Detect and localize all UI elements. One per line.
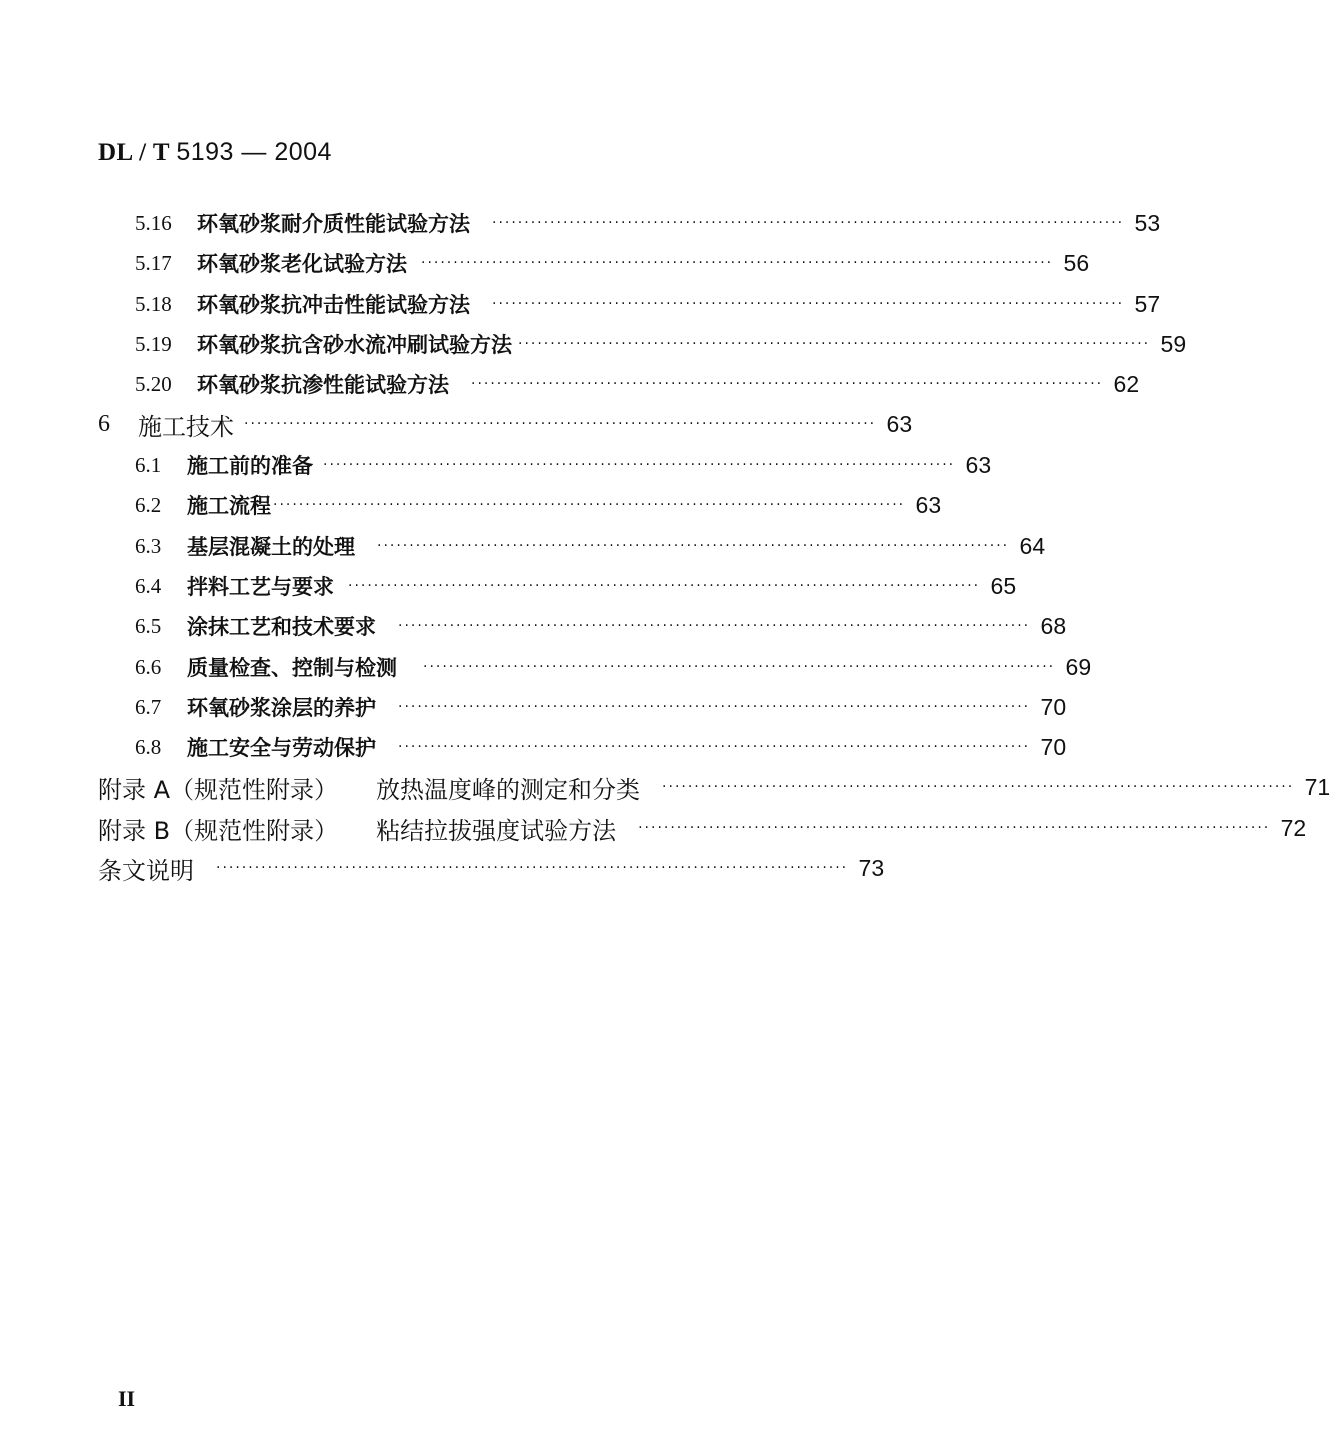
toc-leader: ·································································································· xyxy=(398,618,1031,634)
toc-page: 56 xyxy=(1063,249,1090,276)
toc-leader: ·································································································· xyxy=(662,779,1295,795)
toc-number: 5.18 xyxy=(135,291,172,316)
toc-title: 环氧砂浆耐介质性能试验方法 xyxy=(197,212,470,236)
toc-entry[interactable] xyxy=(135,687,1067,727)
appendix-label: 附录 A xyxy=(98,775,171,804)
toc-title: 环氧砂浆老化试验方法 xyxy=(197,252,407,276)
page-header xyxy=(98,138,332,167)
toc-page: 65 xyxy=(990,572,1017,599)
toc-page: 64 xyxy=(1019,532,1046,559)
toc-page: 70 xyxy=(1040,733,1067,760)
toc-entry[interactable] xyxy=(135,445,992,485)
toc-title: 拌料工艺与要求 xyxy=(187,575,334,599)
toc-number: 5.16 xyxy=(135,210,172,235)
toc-appendix-entry[interactable] xyxy=(98,767,1330,807)
toc-number: 5.19 xyxy=(135,331,172,356)
toc-page: 69 xyxy=(1065,653,1092,680)
toc-number: 6.1 xyxy=(135,452,162,477)
toc-title: 环氧砂浆抗含砂水流冲刷试验方法 xyxy=(197,333,512,357)
toc-page: 73 xyxy=(858,854,885,881)
toc-number: 6.2 xyxy=(135,492,162,517)
toc-leader: ·································································································· xyxy=(638,820,1271,836)
toc-leader: ·································································································· xyxy=(398,739,1031,755)
toc-entry[interactable] xyxy=(135,243,1090,283)
toc-leader: ·································································································· xyxy=(377,538,1010,554)
appendix-type: （规范性附录） xyxy=(170,816,339,845)
toc-page: 53 xyxy=(1134,209,1161,236)
toc-title: 涂抹工艺和技术要求 xyxy=(187,615,376,639)
appendix-type: （规范性附录） xyxy=(170,775,339,804)
toc-leader: ·································································································· xyxy=(471,376,1104,392)
toc-chapter-entry[interactable] xyxy=(98,404,913,444)
toc-leader: ·································································································· xyxy=(421,255,1054,271)
toc-title: 条文说明 xyxy=(98,856,194,885)
page-number-roman: II xyxy=(118,1386,136,1411)
appendix-label: 附录 B xyxy=(98,816,171,845)
toc-number: 5.20 xyxy=(135,371,172,396)
toc-number: 6.6 xyxy=(135,654,162,679)
toc-page: 71 xyxy=(1304,773,1330,800)
toc-leader: ·································································································· xyxy=(273,497,906,513)
toc-title: 施工技术 xyxy=(138,412,234,441)
toc-entry[interactable] xyxy=(135,364,1140,404)
toc-title: 质量检查、控制与检测 xyxy=(187,656,397,680)
toc-entry[interactable] xyxy=(135,485,942,525)
toc-appendix-entry[interactable] xyxy=(98,808,1307,848)
toc-page: 62 xyxy=(1113,370,1140,397)
toc-leader: ·································································································· xyxy=(216,860,849,876)
toc-entry[interactable] xyxy=(135,203,1161,243)
toc-entry[interactable] xyxy=(135,324,1187,364)
toc-entry[interactable] xyxy=(135,566,1017,606)
standard-number: 5193 — 2004 xyxy=(176,138,332,166)
toc-title: 放热温度峰的测定和分类 xyxy=(376,775,641,804)
toc-leader: ·································································································· xyxy=(323,457,956,473)
toc-title: 基层混凝土的处理 xyxy=(187,535,355,559)
toc-leader: ·································································································· xyxy=(348,578,981,594)
toc-title: 环氧砂浆涂层的养护 xyxy=(187,696,376,720)
toc-title: 粘结拉拔强度试验方法 xyxy=(376,816,617,845)
toc-number: 6.4 xyxy=(135,573,162,598)
toc-page: 63 xyxy=(965,451,992,478)
toc-leader: ·································································································· xyxy=(244,416,877,432)
toc-number: 6 xyxy=(98,410,110,437)
toc-page: 70 xyxy=(1040,693,1067,720)
toc-entry[interactable] xyxy=(135,727,1067,767)
toc-title: 环氧砂浆抗渗性能试验方法 xyxy=(197,373,449,397)
toc-page: 72 xyxy=(1280,814,1307,841)
toc-title: 施工前的准备 xyxy=(187,454,313,478)
toc-entry[interactable] xyxy=(135,647,1092,687)
toc-leader: ·································································································· xyxy=(492,296,1125,312)
toc-page: 57 xyxy=(1134,290,1161,317)
standard-code: DL / T xyxy=(98,139,170,166)
toc-leader: ·································································································· xyxy=(398,699,1031,715)
toc-leader: ·································································································· xyxy=(518,336,1151,352)
toc-entry[interactable] xyxy=(135,606,1067,646)
toc-page: 68 xyxy=(1040,612,1067,639)
toc-title: 环氧砂浆抗冲击性能试验方法 xyxy=(197,293,470,317)
toc-page: 59 xyxy=(1160,330,1187,357)
toc-entry[interactable] xyxy=(135,284,1161,324)
toc-title: 施工安全与劳动保护 xyxy=(187,736,376,760)
toc-title: 施工流程 xyxy=(187,494,271,518)
toc-entry[interactable] xyxy=(135,526,1046,566)
toc-leader: ·································································································· xyxy=(423,659,1056,675)
toc-number: 6.3 xyxy=(135,533,162,558)
toc-leader: ·································································································· xyxy=(492,215,1125,231)
toc-page: 63 xyxy=(915,491,942,518)
toc-commentary-entry[interactable] xyxy=(98,848,885,888)
toc-number: 6.7 xyxy=(135,694,162,719)
toc-number: 6.5 xyxy=(135,613,162,638)
toc-number: 5.17 xyxy=(135,250,172,275)
toc-number: 6.8 xyxy=(135,734,162,759)
toc-page: 63 xyxy=(886,410,913,437)
